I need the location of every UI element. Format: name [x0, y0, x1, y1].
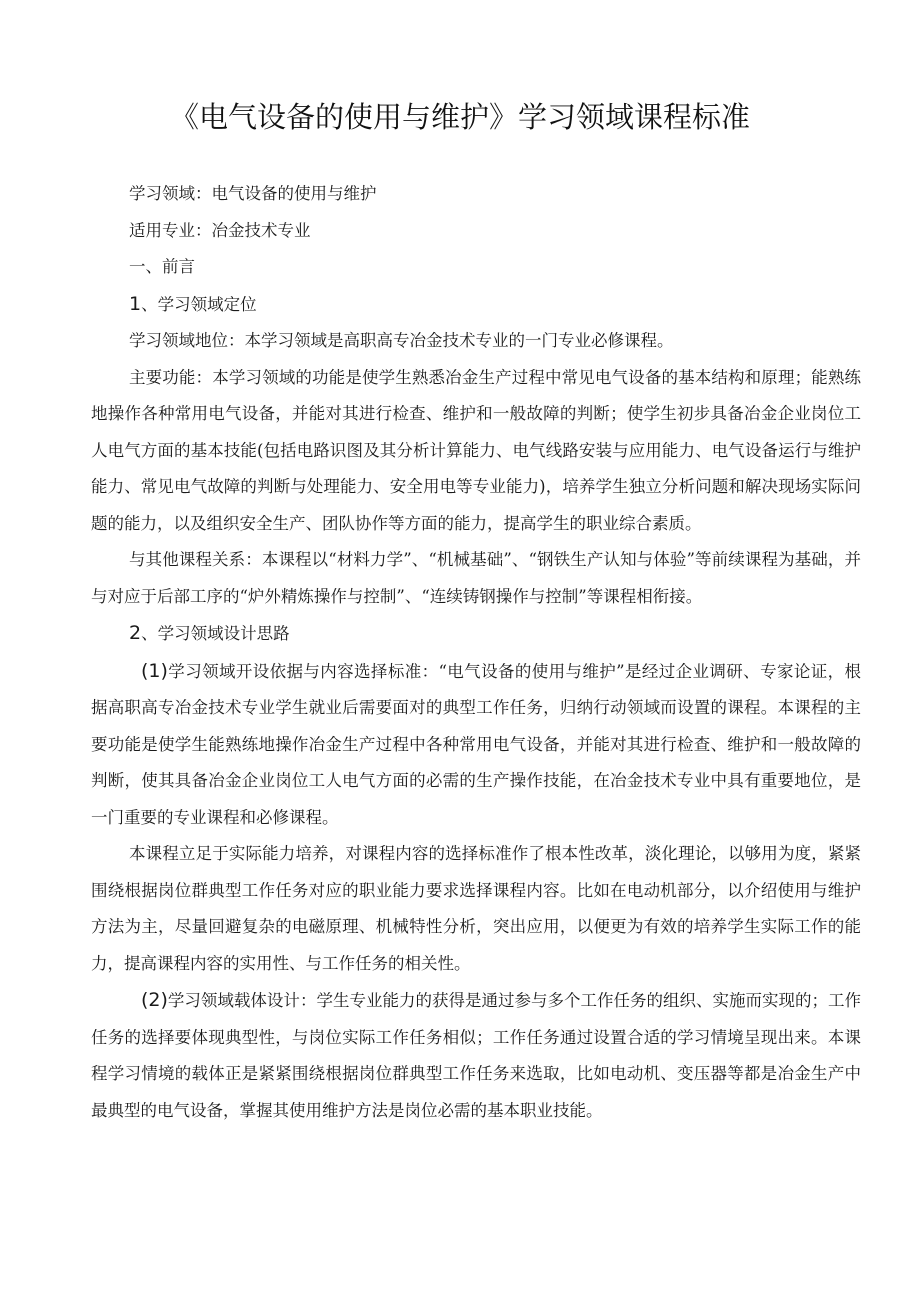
- subsection-heading-design: [91, 615, 861, 653]
- paragraph-main-function: 主要功能：本学习领域的功能是使学生熟悉冶金生产过程中常见电气设备的基本结构和原理；能熟练地操作各种常用电气设备，并能对其进行检查、维护和一般故障的判断；使学生初步具备冶金企业岗位工人电气方面的基本技能(包括电路识图及其分析计算能力、电气线路安装与应用能力、电气设备运行与维护能力、常见电气故障的判断与处理能力、安全用电等专业能力)，培养学生独立分析问题和解决现场实际问题的能力，以及组织安全生产、团队协作等方面的能力，提高学生的职业综合素质。: [91, 367, 861, 533]
- item-text: 学习领域开设依据与内容选择标准：“电气设备的使用与维护”是经过企业调研、专家论证，根据高职高专冶金技术专业学生就业后需要面对的典型工作任务，归纳行动领域而设置的课程。本课程的主要功能是使学生能熟练地操作冶金生产过程中各种常用电气设备，并能对其进行检查、维护和一般故障的判断，使其具备冶金企业岗位工人电气方面的必需的生产操作技能，在冶金技术专业中具有重要地位，是一门重要的专业课程和必修课程。: [91, 661, 861, 827]
- item-text: 学习领域载体设计：学生专业能力的获得是通过参与多个工作任务的组织、实施而实现的；工作任务的选择要体现典型性，与岗位实际工作任务相似；工作任务通过设置合适的学习情境呈现出来。本课程学习情境的载体正是紧紧围绕根据岗位群典型工作任务来选取，比如电动机、变压器等都是冶金生产中最典型的电气设备，掌握其使用维护方法是岗位必需的基本职业技能。: [91, 991, 861, 1120]
- paragraph-ability-focus: 本课程立足于实际能力培养，对课程内容的选择标准作了根本性改革，淡化理论，以够用为度，紧紧围绕根据岗位群典型工作任务对应的职业能力要求选择课程内容。比如在电动机部分，以介绍使用与维护方法为主，尽量回避复杂的电磁原理、机械特性分析，突出应用，以便更为有效的培养学生实际工作的能力，提高课程内容的实用性、与工作任务的相关性。: [91, 844, 861, 973]
- paragraph-course-relation: 与其他课程关系：本课程以“材料力学”、“机械基础”、“钢铁生产认知与体验”等前续课程为基础，并与对应于后部工序的“炉外精炼操作与控制”、“连续铸钢操作与控制”等课程相衔接。: [91, 550, 861, 606]
- subsection-heading-positioning: [91, 286, 861, 324]
- document-title: 《电气设备的使用与维护》学习领域课程标准: [169, 100, 750, 134]
- item-number: (2): [141, 989, 168, 1011]
- paragraph-position: 学习领域地位：本学习领域是高职高专冶金技术专业的一门专业必修课程。: [129, 331, 674, 350]
- meta-applicable-major: 适用专业：冶金技术专业: [129, 220, 311, 240]
- meta-learning-area: 学习领域：电气设备的使用与维护: [129, 184, 377, 203]
- subsection-text: 、学习领域设计思路: [141, 624, 290, 643]
- subsection-text: 、学习领域定位: [141, 294, 257, 314]
- paragraph-design-basis: [91, 653, 861, 837]
- paragraph-carrier-design: [91, 982, 861, 1129]
- section-heading-preface: 一、前言: [129, 257, 195, 276]
- item-number: (1): [141, 659, 168, 682]
- subsection-number: 1: [129, 292, 142, 315]
- subsection-number: 2: [129, 622, 142, 644]
- document-body: [91, 176, 861, 1129]
